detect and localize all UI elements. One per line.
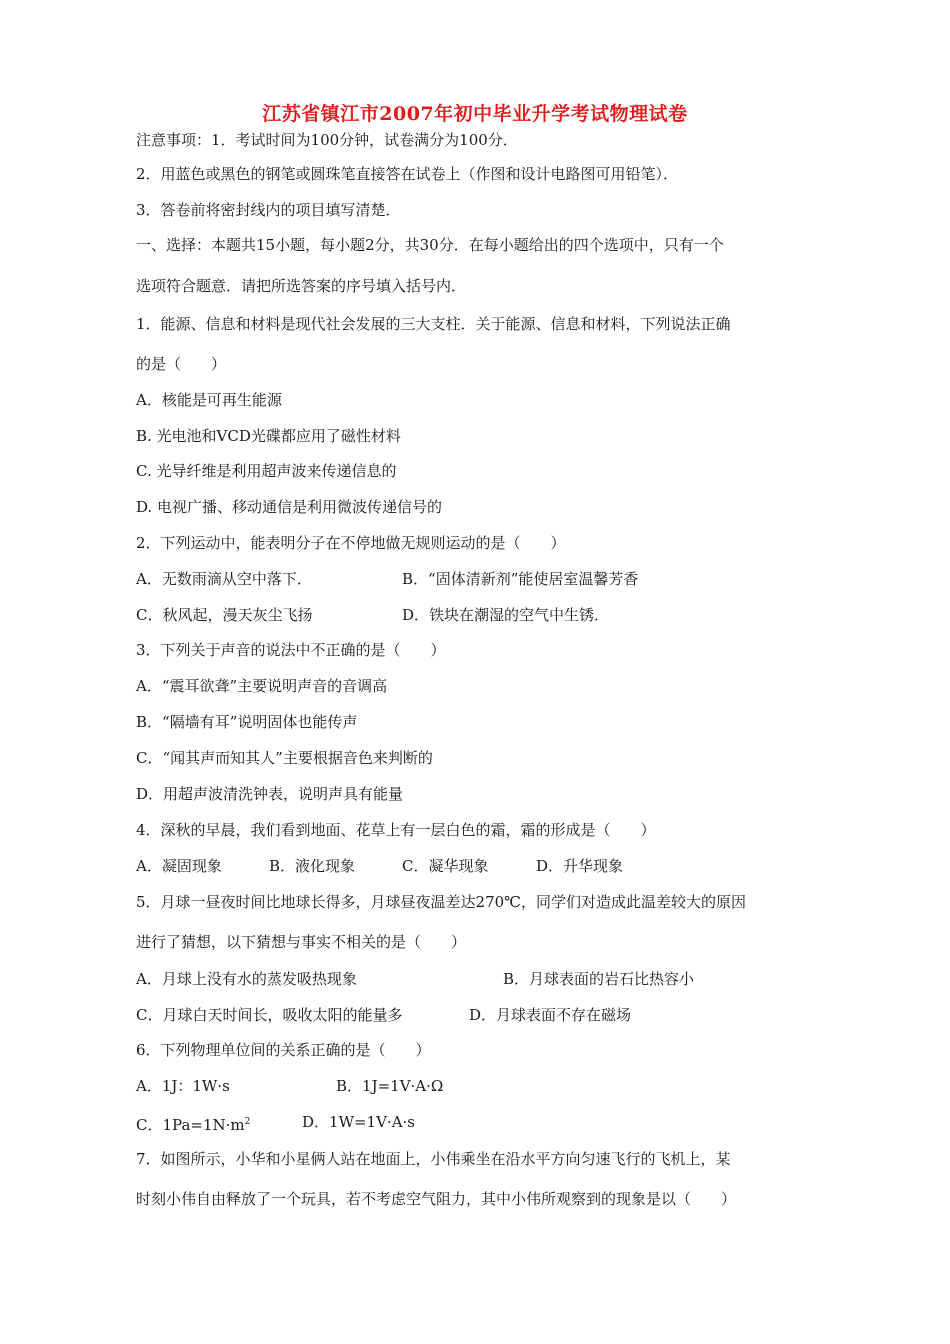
q2-stem: 2．下列运动中，能表明分子在不停地做无规则运动的是（ ） — [136, 534, 566, 552]
q1-option-d: D. 电视广播、移动通信是利用微波传递信号的 — [136, 498, 443, 516]
q1-option-b: B. 光电池和VCD光碟都应用了磁性材料 — [136, 427, 401, 445]
q6-options-row-2 — [136, 1112, 415, 1135]
q4-options-row — [136, 856, 624, 876]
q5-option-d: D．月球表面不存在磁场 — [469, 1006, 632, 1024]
q6-option-a: A．1J：1W·s — [136, 1077, 230, 1095]
q3-option-c: C．“闻其声而知其人”主要根据音色来判断的 — [136, 749, 433, 767]
q5-option-b: B．月球表面的岩石比热容小 — [503, 970, 695, 988]
q6-options-row-1 — [136, 1076, 444, 1096]
q1-stem-line-2: 的是（ ） — [136, 355, 227, 373]
q1-option-a: A．核能是可再生能源 — [136, 391, 282, 409]
note-3: 3．答卷前将密封线内的项目填写清楚． — [136, 201, 401, 219]
section-1-heading-line-1: 一、选择：本题共15小题，每小题2分，共30分．在每小题给出的四个选项中，只有一个 — [136, 236, 724, 254]
q6-stem: 6．下列物理单位间的关系正确的是（ ） — [136, 1041, 431, 1059]
q2-options-row-2 — [136, 605, 610, 625]
q2-option-b: B．“固体清新剂”能使居室温馨芳香 — [402, 570, 639, 588]
q1-option-c: C. 光导纤维是利用超声波来传递信息的 — [136, 462, 397, 480]
note-2: 2．用蓝色或黑色的钢笔或圆珠笔直接答在试卷上（作图和设计电路图可用铅笔）． — [136, 165, 679, 183]
q5-stem-line-2: 进行了猜想，以下猜想与事实不相关的是（ ） — [136, 933, 467, 951]
q6-option-c: C．$1Pa=1N\cdot m^2$ — [136, 1116, 251, 1134]
q2-option-d: D．铁块在潮湿的空气中生锈． — [402, 606, 610, 624]
q3-option-b: B．“隔墙有耳”说明固体也能传声 — [136, 713, 358, 731]
q4-option-a: A．凝固现象 — [136, 857, 222, 875]
q4-option-d: D．升华现象 — [536, 857, 624, 875]
q5-option-a: A．月球上没有水的蒸发吸热现象 — [136, 970, 357, 988]
q2-option-c: C．秋风起，漫天灰尘飞扬 — [136, 606, 313, 624]
note-1: 注意事项：1．考试时间为100分钟，试卷满分为100分． — [136, 131, 518, 149]
q2-option-a: A．无数雨滴从空中落下． — [136, 570, 312, 588]
q5-options-row-1 — [136, 969, 695, 989]
q4-option-b: B．液化现象 — [269, 857, 356, 875]
q4-option-c: C．凝华现象 — [402, 857, 489, 875]
q4-stem: 4．深秋的早晨，我们看到地面、花草上有一层白色的霜，霜的形成是（ ） — [136, 821, 656, 839]
q7-stem-line-1: 7．如图所示，小华和小星俩人站在地面上，小伟乘坐在沿水平方向匀速飞行的飞机上，某 — [136, 1150, 731, 1168]
exam-title: 江苏省镇江市2007年初中毕业升学考试物理试卷 — [262, 103, 688, 125]
q5-stem-line-1: 5．月球一昼夜时间比地球长得多，月球昼夜温差达270℃，同学们对造成此温差较大的原因 — [136, 893, 746, 911]
q3-stem: 3．下列关于声音的说法中不正确的是（ ） — [136, 641, 446, 659]
q6-option-d: D．1W=1V·A·s — [302, 1113, 415, 1131]
q3-option-d: D．用超声波清洗钟表，说明声具有能量 — [136, 785, 404, 803]
q6-option-b: B．1J=1V·A·Ω — [336, 1077, 444, 1095]
q5-option-c: C．月球白天时间长，吸收太阳的能量多 — [136, 1006, 403, 1024]
section-1-heading-line-2: 选项符合题意．请把所选答案的序号填入括号内． — [136, 277, 467, 295]
q3-option-a: A．“震耳欲聋”主要说明声音的音调高 — [136, 677, 388, 695]
q2-options-row-1 — [136, 569, 639, 589]
q1-stem-line-1: 1．能源、信息和材料是现代社会发展的三大支柱．关于能源、信息和材料，下列说法正确 — [136, 315, 731, 333]
q7-stem-line-2: 时刻小伟自由释放了一个玩具，若不考虑空气阻力，其中小伟所观察到的现象是以（ ） — [136, 1190, 737, 1208]
q5-options-row-2 — [136, 1005, 632, 1025]
